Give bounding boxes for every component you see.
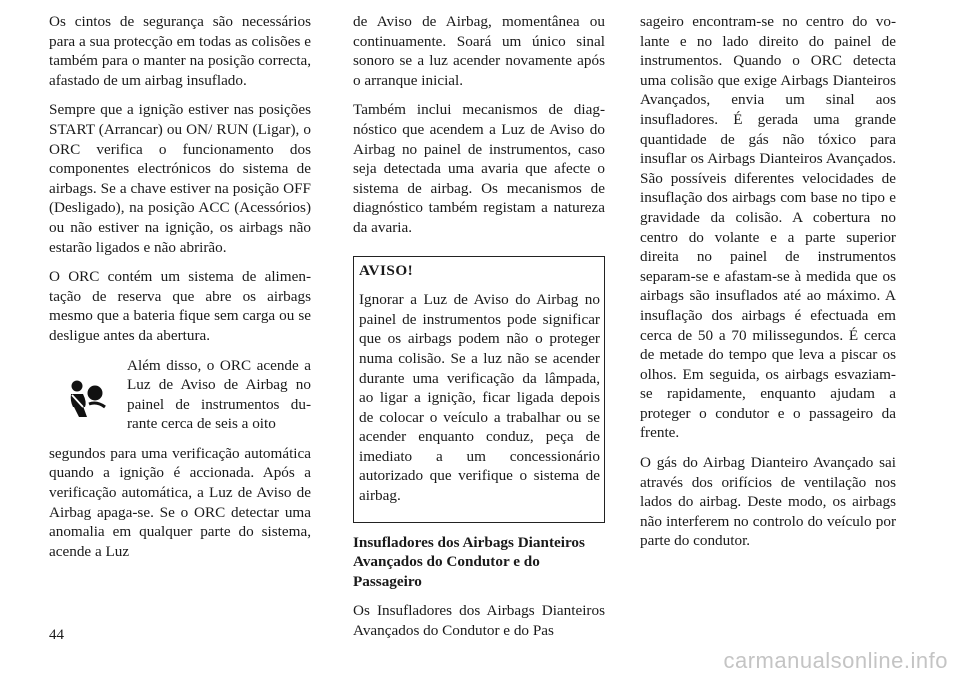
warning-text: Ignorar a Luz de Aviso do Airbag no painel de instrumentos pode significar que os airbags podem não o proteger numa colisão. Se a luz não se acender durante uma verificação da lâmpada, ao ligar a ignição, ficar ligada depois de colocar o veículo a trabalhar ou se acender enquanto conduz, peça de imediato a um concessionário autorizado que verifique o sistema de airbag.: [359, 291, 600, 505]
paragraph-diagnostics: Também inclui mecanismos de diagnóstico que acendem a Luz de Aviso do Airbag no painel de instrumentos, caso seja detectada uma avaria que afecte o sistema de airbag. Os mecanismos de diagnóstico também registam a natureza da avaria.: [353, 101, 605, 236]
watermark: carmanualsonline.info: [723, 648, 948, 673]
paragraph-seatbelts: Os cintos de segurança são necessários para a sua protecção em todas as colisões e também para o manter na posição correcta, afastado de um airbag insuflado.: [49, 13, 311, 89]
paragraph-ignition-check: Sempre que a ignição estiver nas posições START (Arrancar) ou ON/ RUN (Ligar), o ORC verifica o funcionamento dos componentes electrónicos do sistema de airbags. Se a chave estiver na posição OFF (Desligado), na posição ACC (Acessórios) ou não estiver na ignição, os airbags não estarão ligados e não abrirão.: [49, 101, 311, 256]
paragraph-warning-light-lead: Além disso, o ORC acende a Luz de Aviso de Airbag no painel de instrumentos durante cerca de seis a oito: [127, 356, 311, 433]
warning-box: [353, 256, 605, 523]
column-middle: [353, 12, 605, 651]
warning-title: AVISO!: [359, 261, 414, 279]
icon-paragraph: [49, 356, 311, 444]
paragraph-reserve-power: O ORC contém um sistema de alimentação de reserva que abre os airbags mesmo que a bateria fique sem carga ou se desligue antes da abertura.: [49, 268, 311, 344]
paragraph-gas-venting: O gás do Airbag Dianteiro Avançado sai através dos orifícios de ventilação nos lados do airbag. Deste modo, os airbags não interferem no controlo do veículo por parte do condutor.: [640, 454, 896, 550]
column-left: [49, 12, 311, 571]
section-heading: Insufladores dos Airbags Dianteiros Avançados do Condutor e do Passageiro: [353, 533, 585, 590]
page-number: 44: [49, 627, 64, 643]
paragraph-warning-light-rest: segundos para uma verificação automática quando a ignição é accionada. Após a verificação automática, a Luz de Aviso de Airbag apaga-se. Se o ORC detectar uma anomalia em qualquer parte do sistema, acende a Luz: [49, 444, 311, 560]
column-right: [640, 12, 896, 561]
paragraph-warning-light-continued: de Aviso de Airbag, momentânea ou continuamente. Soará um único sinal sonoro se a luz acender novamente após o arranque inicial.: [353, 13, 605, 89]
airbag-warning-icon: [49, 356, 127, 436]
paragraph-inflators-intro: Os Insufladores dos Airbags Dianteiros Avançados do Condutor e do Pas: [353, 602, 605, 640]
paragraph-inflators-location: sageiro encontram-se no centro do volante e no lado direito do painel de instrumentos. Quando o ORC detecta uma colisão que exige Airbags Dianteiros Avançados, envia um sinal aos insufladores. É gerada uma grande quantidade de gás não tóxico para insuflar os Airbags Dianteiros Avançados. São possíveis diferentes velocidades de insuflação dos airbags com base no tipo e gravidade da colisão. A cobertura no centro do volante e a parte superior direita no painel de instrumentos separam-se e afastam-se à medida que os airbags são insuflados até ao máximo. A insuflação dos airbags é efectuada em cerca de 50 a 70 milissegundos. É cerca de metade do tempo que leva a piscar os olhos. Em seguida, os airbags esvaziam-se rapidamente, enquanto ajudam a proteger o condutor e o passageiro da frente.: [640, 13, 896, 442]
